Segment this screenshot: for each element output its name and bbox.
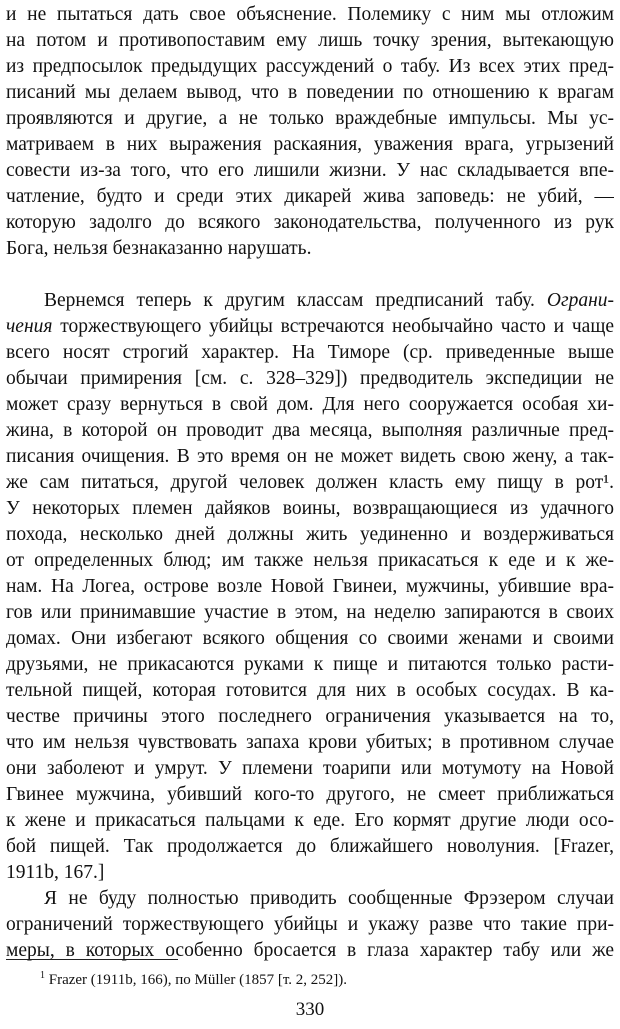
text-line: они заболеют и умрут. У племени тоарипи или мотумоту на Новой xyxy=(6,758,614,779)
text-line: на потом и противопоставим ему лишь точку зрения, вытекающую xyxy=(6,30,614,51)
text-line: которую задолго до всякого законодательства, полученного из рук xyxy=(6,212,614,233)
text-line: честве причины этого последнего ограничения указывается на то, xyxy=(6,706,614,727)
text-line: чатление, будто и среди этих дикарей жива заповедь: не убий, — xyxy=(6,186,614,207)
text-line: проявляются и другие, а не только враждебные импульсы. Мы ус- xyxy=(6,108,614,129)
text-line: жина, в которой он проводит два месяца, выполняя различные пред- xyxy=(6,420,614,441)
text-line: к жене и прикасаться пальцами к еде. Его кормят другие люди осо- xyxy=(6,810,614,831)
text-line: тельной пищей, которая готовится для них в особых сосудах. В ка- xyxy=(6,680,614,701)
text-line: гов или принимавшие участие в этом, на неделю запираются в своих xyxy=(6,602,614,623)
text-line: У некоторых племен дайяков воины, возвращающиеся из удачного xyxy=(6,498,614,519)
footnote-text: Frazer (1911b, 166), по Müller (1857 [т. 2, 252]). xyxy=(48,972,347,988)
text-line: и не пытаться дать свое объяснение. Полемику с ним мы отложим xyxy=(6,4,614,25)
text-line: домах. Они избегают всякого общения со своими женами и своими xyxy=(6,628,614,649)
text-line: Вернемся теперь к другим классам предписаний табу. Ограни- xyxy=(44,290,614,311)
text-line: нам. На Логеа, острове возле Новой Гвинеи, мужчины, убившие вра- xyxy=(6,576,614,597)
text-line: меры, в которых особенно бросается в глаза характер табу или же xyxy=(6,940,614,961)
text-line: из предпосылок предыдущих рассуждений о табу. Из всех этих пред- xyxy=(6,56,614,77)
text-line: писаний мы делаем вывод, что в поведении по отношению к врагам xyxy=(6,82,614,103)
footnote-marker: 1 xyxy=(40,970,45,981)
text-line: Бога, нельзя безнаказанно нарушать. xyxy=(6,238,312,259)
text-line: бой пищей. Так продолжается до ближайшего новолуния. [Frazer, xyxy=(6,836,614,857)
footnote xyxy=(40,966,347,990)
page-number: 330 xyxy=(295,999,325,1020)
footnote-divider xyxy=(6,959,178,960)
text-line: Я не буду полностью приводить сообщенные Фрэзером случаи xyxy=(44,888,614,909)
text-line: обычаи примирения [см. с. 328–329]) предводитель экспедиции не xyxy=(6,368,614,389)
text-line: друзьями, не прикасаются руками к пище и питаются только расти- xyxy=(6,654,614,675)
text-line: 1911b, 167.] xyxy=(6,862,105,883)
text-line: что им нельзя чувствовать запаха крови убитых; в противном случае xyxy=(6,732,614,753)
text-line: Гвинее мужчина, убивший кого-то другого, не смеет приближаться xyxy=(6,784,614,805)
text-line: матриваем в них выражения раскаяния, уважения врага, угрызений xyxy=(6,134,614,155)
italic-term: Ограни- xyxy=(546,290,614,311)
text-line: ограничений торжествующего убийцы и укажу разве что такие при- xyxy=(6,914,614,935)
text-line: всего носят строгий характер. На Тиморе (ср. приведенные выше xyxy=(6,342,614,363)
italic-term: чения xyxy=(6,316,53,337)
text-line: же сам питаться, другой человек должен класть ему пищу в рот¹. xyxy=(6,472,614,493)
text-line: от определенных блюд; им также нельзя прикасаться к еде и к же- xyxy=(6,550,614,571)
text-line: писания очищения. В это время он не может видеть свою жену, а так- xyxy=(6,446,614,467)
text-line: совести из-за того, что его лишили жизни. У нас складывается впе- xyxy=(6,160,614,181)
text-line: чения торжествующего убийцы встречаются необычайно часто и чаще xyxy=(6,316,614,337)
text-line: может сразу вернуться в свой дом. Для него сооружается особая хи- xyxy=(6,394,614,415)
text-line: похода, несколько дней должны жить уединенно и воздерживаться xyxy=(6,524,614,545)
